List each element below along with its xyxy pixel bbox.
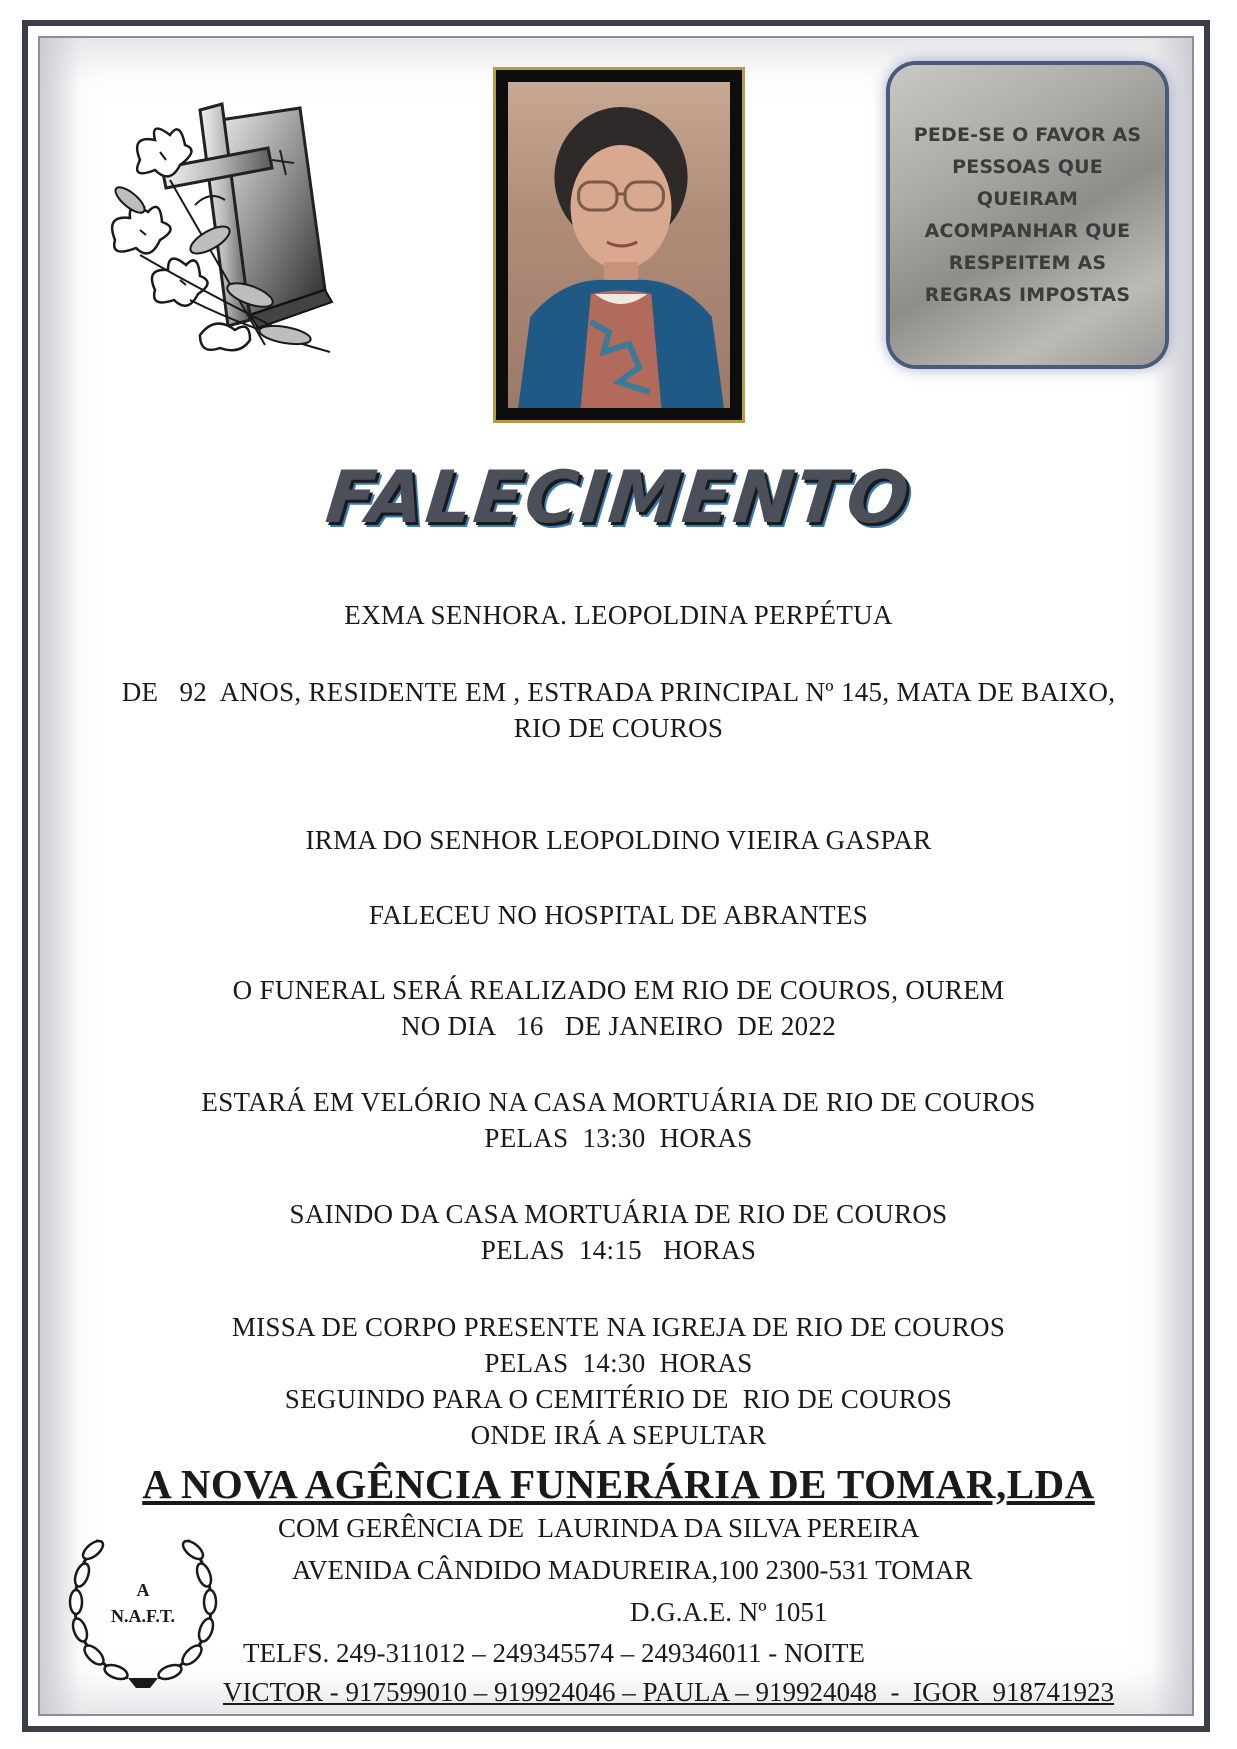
wake-line: ESTARÁ EM VELÓRIO NA CASA MORTUÁRIA DE RIO DE COUROS: [201, 1087, 1036, 1117]
funeral-date-line: NO DIA 16 DE JANEIRO DE 2022: [400, 1011, 837, 1041]
burial-line: ONDE IRÁ A SEPULTAR: [470, 1420, 767, 1450]
funeral-place-line: O FUNERAL SERÁ REALIZADO EM RIO DE COUROS, OUREM: [232, 975, 1005, 1005]
plaque-text: [914, 119, 1142, 311]
departure-time-line: PELAS 14:15 HORAS: [480, 1235, 757, 1265]
mass-line: MISSA DE CORPO PRESENTE NA IGREJA DE RIO DE COUROS: [231, 1312, 1006, 1342]
relative-line: IRMA DO SENHOR LEOPOLDINO VIEIRA GASPAR: [305, 825, 932, 855]
seal-initials: N.A.F.T.: [110, 1606, 176, 1626]
notice-plaque: [890, 65, 1165, 365]
residence-line: RIO DE COUROS: [513, 713, 724, 743]
age-residence-line: DE 92 ANOS, RESIDENTE EM , ESTRADA PRINCIPAL Nº 145, MATA DE BAIXO,: [121, 677, 1116, 707]
agency-management: COM GERÊNCIA DE LAURINDA DA SILVA PEREIRA: [278, 1513, 920, 1543]
departure-line: SAINDO DA CASA MORTUÁRIA DE RIO DE COUROS: [289, 1199, 948, 1229]
seal-letter: A: [136, 1580, 150, 1600]
portrait-photo: [508, 82, 730, 408]
agency-name: A NOVA AGÊNCIA FUNERÁRIA DE TOMAR,LDA: [142, 1461, 1095, 1507]
cemetery-line: SEGUINDO PARA O CEMITÉRIO DE RIO DE COUROS: [284, 1384, 953, 1414]
portrait-frame: [493, 67, 745, 423]
agency-phones: TELFS. 249-311012 – 249345574 – 249346011 - NOITE: [243, 1638, 865, 1668]
agency-address: AVENIDA CÂNDIDO MADUREIRA,100 2300-531 TOMAR: [292, 1555, 973, 1585]
plaque-line: RESPEITEM AS: [948, 252, 1107, 274]
plaque-line: QUEIRAM: [976, 188, 1079, 210]
wake-time-line: PELAS 13:30 HORAS: [484, 1123, 753, 1153]
mass-time-line: PELAS 14:30 HORAS: [484, 1348, 753, 1378]
agency-seal-icon: [58, 1520, 228, 1690]
cross-lily-icon: [100, 90, 370, 370]
plaque-line: ACOMPANHAR QUE: [924, 220, 1131, 242]
agency-license: D.G.A.E. Nº 1051: [630, 1597, 828, 1627]
night-contacts: VICTOR - 917599010 – 919924046 – PAULA – 919924048 - IGOR 918741923: [223, 1677, 1115, 1707]
plaque-line: PESSOAS QUE: [952, 156, 1103, 178]
person-portrait-icon: [508, 82, 730, 408]
page-title: FALECIMENTO: [322, 455, 915, 539]
deceased-name: EXMA SENHORA. LEOPOLDINA PERPÉTUA: [344, 600, 893, 630]
plaque-line: REGRAS IMPOSTAS: [924, 284, 1131, 306]
plaque-line: PEDE-SE O FAVOR AS: [913, 124, 1142, 146]
death-place-line: FALECEU NO HOSPITAL DE ABRANTES: [368, 900, 869, 930]
